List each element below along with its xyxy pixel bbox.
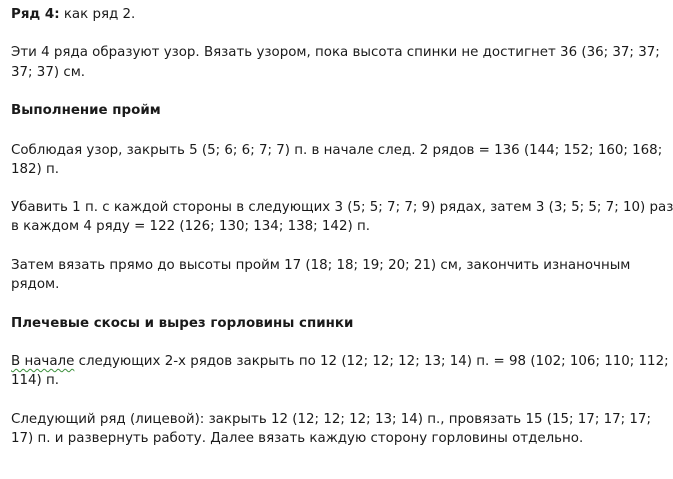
shoulders-paragraph-1-line-1	[11, 352, 669, 371]
armholes-heading: Выполнение пройм	[11, 103, 161, 118]
shoulders-paragraph-2-line-1: Следующий ряд (лицевой): закрыть 12 (12; 12; 12; 13; 14) п., провязать 15 (15; 17; 17; 17;	[11, 412, 651, 427]
pattern-paragraph-line-2: 37; 37) см.	[11, 65, 86, 80]
shoulders-paragraph-1-line-2: 114) п.	[11, 373, 60, 388]
shoulders-paragraph-2-line-2: 17) п. и развернуть работу. Далее вязать каждую сторону горловины отдельно.	[11, 431, 584, 446]
armholes-paragraph-1-line-2: 182) п.	[11, 162, 60, 177]
row4-line	[11, 5, 135, 24]
shoulders-paragraph-1-line-1-rest: следующих 2-х рядов закрыть по 12 (12; 12; 12; 13; 14) п. = 98 (102; 106; 110; 112;	[74, 354, 669, 369]
row4-text: как ряд 2.	[59, 7, 136, 22]
armholes-paragraph-2-line-2: в каждом 4 ряду = 122 (126; 130; 134; 138; 142) п.	[11, 219, 370, 234]
armholes-paragraph-2-line-1: Убавить 1 п. с каждой стороны в следующих 3 (5; 5; 7; 7; 9) рядах, затем 3 (3; 5; 5; 7; 10) раз	[11, 200, 673, 215]
armholes-paragraph-1-line-1: Соблюдая узор, закрыть 5 (5; 6; 6; 7; 7) п. в начале след. 2 рядов = 136 (144; 152; 160; 168;	[11, 143, 663, 158]
pattern-paragraph-line-1: Эти 4 ряда образуют узор. Вязать узором, пока высота спинки не достигнет 36 (36; 37; 37;	[11, 45, 660, 60]
shoulders-heading: Плечевые скосы и вырез горловины спинки	[11, 316, 354, 331]
row4-label: Ряд 4:	[11, 7, 60, 22]
armholes-paragraph-3-line-1: Затем вязать прямо до высоты пройм 17 (18; 18; 19; 20; 21) см, закончить изнаночным	[11, 258, 631, 273]
spellcheck-marked-text: В начале	[11, 354, 75, 369]
armholes-paragraph-3-line-2: рядом.	[11, 277, 60, 292]
